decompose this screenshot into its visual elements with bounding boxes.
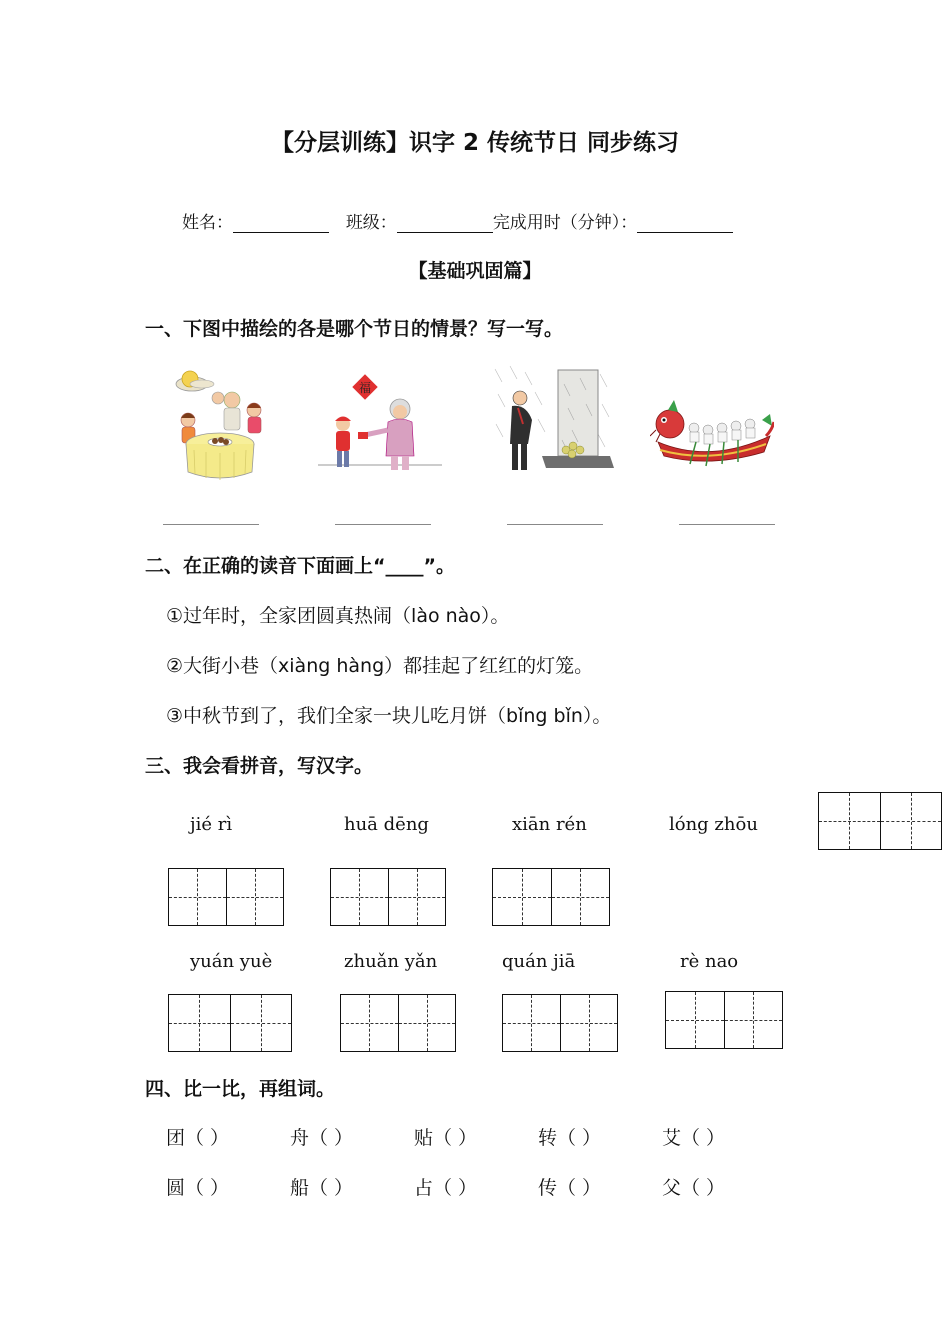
question-4-heading: 四、比一比，再组词。 (145, 1078, 336, 1100)
question-2-item-1: ①过年时，全家团圆真热闹（lào nào）。 (166, 605, 510, 627)
question-3-heading: 三、我会看拼音，写汉字。 (145, 755, 374, 777)
compare-item[interactable]: 船（ ） (290, 1177, 354, 1199)
writing-grid-re-nao[interactable] (665, 991, 783, 1049)
writing-grid-xian-ren[interactable] (492, 868, 610, 926)
compare-item[interactable]: 传（ ） (538, 1177, 602, 1199)
pinyin-hua-deng: huā dēng (344, 814, 429, 835)
student-info-line (182, 208, 733, 233)
answer-line-1[interactable] (163, 524, 259, 525)
pinyin-jie-ri: jié rì (190, 814, 233, 835)
svg-text:福: 福 (358, 381, 372, 395)
class-blank[interactable] (397, 212, 493, 233)
time-label: 完成用时（分钟）： (492, 213, 638, 233)
dragon-boat-picture (650, 364, 774, 488)
pinyin-re-nao: rè nao (680, 951, 739, 972)
answer-line-3[interactable] (507, 524, 603, 525)
writing-grid-zhuan-yan[interactable] (340, 994, 456, 1052)
compare-item[interactable]: 父（ ） (662, 1177, 726, 1199)
pinyin-xian-ren: xiān rén (512, 814, 587, 835)
name-label: 姓名： (182, 213, 233, 233)
compare-item[interactable]: 占（ ） (414, 1177, 478, 1199)
spring-festival-greeting-picture (318, 364, 442, 488)
qingming-tomb-sweeping-picture (490, 364, 614, 488)
answer-line-2[interactable] (335, 524, 431, 525)
page-title: 【分层训练】识字 2 传统节日 同步练习 (270, 130, 680, 156)
pinyin-yuan-yue: yuán yuè (190, 951, 273, 972)
compare-item[interactable]: 舟（ ） (290, 1127, 354, 1149)
class-label: 班级： (345, 213, 397, 233)
writing-grid-hua-deng[interactable] (330, 868, 446, 926)
question-2-item-3: ③中秋节到了，我们全家一块儿吃月饼（bǐng bǐn）。 (166, 705, 612, 727)
question-1-heading: 一、下图中描绘的各是哪个节日的情景？写一写。 (145, 318, 564, 340)
compare-item[interactable]: 团（ ） (166, 1127, 230, 1149)
pinyin-zhuan-yan: zhuǎn yǎn (344, 951, 438, 972)
compare-item[interactable]: 圆（ ） (166, 1177, 230, 1199)
writing-grid-jie-ri[interactable] (168, 868, 284, 926)
compare-item[interactable]: 贴（ ） (414, 1127, 478, 1149)
answer-line-4[interactable] (679, 524, 775, 525)
compare-row-2 (166, 1173, 725, 1200)
compare-row-1 (166, 1123, 725, 1150)
writing-grid-quan-jia[interactable] (502, 994, 618, 1052)
pinyin-long-zhou: lóng zhōu (669, 814, 758, 835)
pinyin-quan-jia: quán jiā (502, 951, 576, 972)
section-heading: 【基础巩固篇】 (408, 260, 542, 282)
compare-item[interactable]: 转（ ） (538, 1127, 602, 1149)
mid-autumn-family-picture (162, 364, 286, 488)
name-blank[interactable] (233, 212, 329, 233)
question-2-item-2: ②大街小巷（xiàng hàng）都挂起了红红的灯笼。 (166, 655, 594, 677)
writing-grid-long-zhou[interactable] (818, 792, 942, 850)
writing-grid-yuan-yue[interactable] (168, 994, 292, 1052)
question-2-heading: 二、在正确的读音下面画上“____”。 (145, 555, 455, 577)
time-blank[interactable] (637, 212, 733, 233)
compare-item[interactable]: 艾（ ） (662, 1127, 726, 1149)
